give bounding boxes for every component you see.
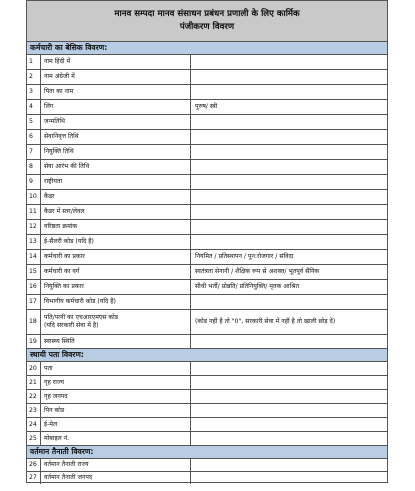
row-number: 12 (27, 220, 41, 234)
row-label-text: ई-मेल (44, 420, 58, 428)
row-label (41, 265, 191, 279)
row-label-text: स्वास्थ्य स्थिति (44, 337, 75, 345)
table-row (27, 190, 387, 205)
row-number: 18 (27, 310, 41, 334)
row-number: 21 (27, 376, 41, 389)
row-label-text: नियुक्ति का प्रकार (44, 283, 84, 291)
row-label-subtext: (यदि सरकारी सेवा में है) (44, 322, 99, 329)
row-value (191, 55, 387, 69)
row-label-text: लिंग (44, 103, 54, 111)
row-number: 27 (27, 472, 41, 484)
row-value (191, 459, 387, 471)
row-label (41, 418, 191, 431)
row-label (41, 390, 191, 403)
row-value (191, 376, 387, 389)
spouse-code-note: (कोड नहीं है तो "0", सरकारी सेवा में नहीं है तो खाली छोड़ दें) (195, 318, 336, 326)
row-number: 26 (27, 459, 41, 471)
row-value (191, 160, 387, 174)
row-label-text: नाम हिंदी में (44, 58, 71, 66)
row-label (41, 280, 191, 294)
row-number: 24 (27, 418, 41, 431)
row-label-text: गृह जनपद (44, 392, 68, 400)
row-label-text: विभागीय कर्मचारी कोड (यदि है) (44, 298, 116, 306)
row-value (191, 175, 387, 189)
row-value (191, 362, 387, 375)
row-label (41, 100, 191, 114)
row-label-text: कर्मचारी का प्रकार (44, 253, 85, 261)
row-label (41, 295, 191, 309)
row-label-text: सेवा आरंभ की तिथि (44, 163, 90, 171)
row-label (41, 335, 191, 348)
row-label-text: वरिष्ठता क्रमांक (44, 223, 78, 231)
table-row (27, 220, 387, 235)
row-label-text: जन्मतिथि (44, 118, 65, 126)
table-row (27, 205, 387, 220)
table-row (27, 115, 387, 130)
row-label-text: सेवानिवृत्त तिथि (44, 133, 79, 141)
row-label (41, 310, 191, 334)
row-number: 25 (27, 432, 41, 445)
table-row (27, 235, 387, 250)
section-heading-basic: कर्मचारी का बेसिक विवरण: (27, 42, 387, 55)
row-number: 4 (27, 100, 41, 114)
row-value (191, 220, 387, 234)
table-row (27, 250, 387, 265)
employee-class-value: स्वतंत्रता सेनानी / शैक्षिक रूप से अशक्त/ भूतपूर्व सैनिक (195, 268, 320, 276)
row-value (191, 418, 387, 431)
row-label (41, 205, 191, 219)
row-value (191, 70, 387, 84)
table-row (27, 432, 387, 446)
row-label (41, 115, 191, 129)
employee-type-value: नियमित / प्रतिस्थापन / पुन:रोजगार / संविदा (195, 253, 294, 261)
form-title (27, 1, 387, 42)
row-label (41, 459, 191, 471)
row-label (41, 235, 191, 249)
row-label-text: कैडर में स्तर/लेवल (44, 208, 85, 216)
row-value (191, 115, 387, 129)
row-number: 8 (27, 160, 41, 174)
table-row (27, 55, 387, 70)
row-label-text: मोबाइल नं. (44, 434, 70, 442)
row-value (191, 472, 387, 484)
table-row (27, 418, 387, 432)
registration-form (26, 0, 388, 483)
row-label-text: नाम अंग्रेजी में (44, 73, 75, 81)
table-row (27, 335, 387, 349)
row-label (41, 404, 191, 417)
row-label (41, 190, 191, 204)
row-label (41, 432, 191, 445)
row-value (191, 335, 387, 348)
row-label (41, 220, 191, 234)
row-label (41, 362, 191, 375)
row-label (41, 250, 191, 264)
table-row (27, 70, 387, 85)
row-number: 11 (27, 205, 41, 219)
row-label-text: ई-सैलरी कोड (यदि है) (44, 238, 94, 246)
row-label (41, 130, 191, 144)
appointment-type-value: सीधी भर्ती/ प्रोन्नति/ प्रतिनियुक्ति/ मृतक आश्रित (195, 283, 300, 291)
row-number: 19 (27, 335, 41, 348)
row-label (41, 85, 191, 99)
table-row (27, 295, 387, 310)
table-row (27, 472, 387, 484)
section-heading-posting: वर्तमान तैनाती विवरण: (27, 446, 387, 459)
table-row (27, 130, 387, 145)
row-label (41, 376, 191, 389)
row-number: 20 (27, 362, 41, 375)
table-row (27, 404, 387, 418)
row-label (41, 175, 191, 189)
row-number: 2 (27, 70, 41, 84)
table-row (27, 160, 387, 175)
row-value (191, 390, 387, 403)
row-value (191, 295, 387, 309)
row-label (41, 472, 191, 484)
row-number: 14 (27, 250, 41, 264)
row-number: 7 (27, 145, 41, 159)
row-label-text: राष्ट्रीयता (44, 178, 63, 186)
row-value (191, 145, 387, 159)
row-number: 6 (27, 130, 41, 144)
table-row (27, 85, 387, 100)
row-number: 1 (27, 55, 41, 69)
title-line-2: पंजीकरण विवरण (179, 22, 235, 32)
row-value (191, 205, 387, 219)
table-row (27, 175, 387, 190)
row-number: 10 (27, 190, 41, 204)
row-value (191, 190, 387, 204)
gender-value: पुरुष/ स्त्री (195, 103, 218, 111)
row-label-text: पति/पत्नी का एचआरएमएस कोड (44, 314, 119, 322)
row-value (191, 432, 387, 445)
row-value (191, 235, 387, 249)
section-heading-address: स्थायी पता विवरण: (27, 349, 387, 362)
row-label (41, 55, 191, 69)
row-label (41, 145, 191, 159)
table-row (27, 100, 387, 115)
row-label-text: नियुक्ति तिथि (44, 148, 74, 156)
row-number: 23 (27, 404, 41, 417)
table-row (27, 362, 387, 376)
table-row (27, 145, 387, 160)
row-number: 9 (27, 175, 41, 189)
row-label-text: वर्तमान तैनाती जनपद (44, 474, 93, 482)
row-number: 17 (27, 295, 41, 309)
row-value (191, 404, 387, 417)
row-label-text: गृह राज्य (44, 378, 64, 386)
row-label-text: पिता का नाम (44, 88, 74, 96)
table-row (27, 280, 387, 295)
row-label (41, 70, 191, 84)
row-label-text: पिन कोड (44, 406, 65, 414)
row-value (191, 130, 387, 144)
row-number: 13 (27, 235, 41, 249)
row-number: 15 (27, 265, 41, 279)
row-label-text: कर्मचारी का वर्ग (44, 268, 80, 276)
row-label-text: कैडर (44, 193, 55, 201)
row-label-text: वर्तमान तैनाती राज्य (44, 461, 89, 469)
row-number: 22 (27, 390, 41, 403)
row-label-text: पता (44, 364, 53, 372)
table-row (27, 310, 387, 335)
table-row (27, 265, 387, 280)
table-row (27, 376, 387, 390)
table-row (27, 390, 387, 404)
row-number: 16 (27, 280, 41, 294)
row-value (191, 85, 387, 99)
row-label (41, 160, 191, 174)
table-row (27, 459, 387, 472)
title-line-1: मानव सम्पदा मानव संसाधन प्रबंधन प्रणाली के लिए कार्मिक (114, 9, 300, 19)
row-number: 3 (27, 85, 41, 99)
row-number: 5 (27, 115, 41, 129)
